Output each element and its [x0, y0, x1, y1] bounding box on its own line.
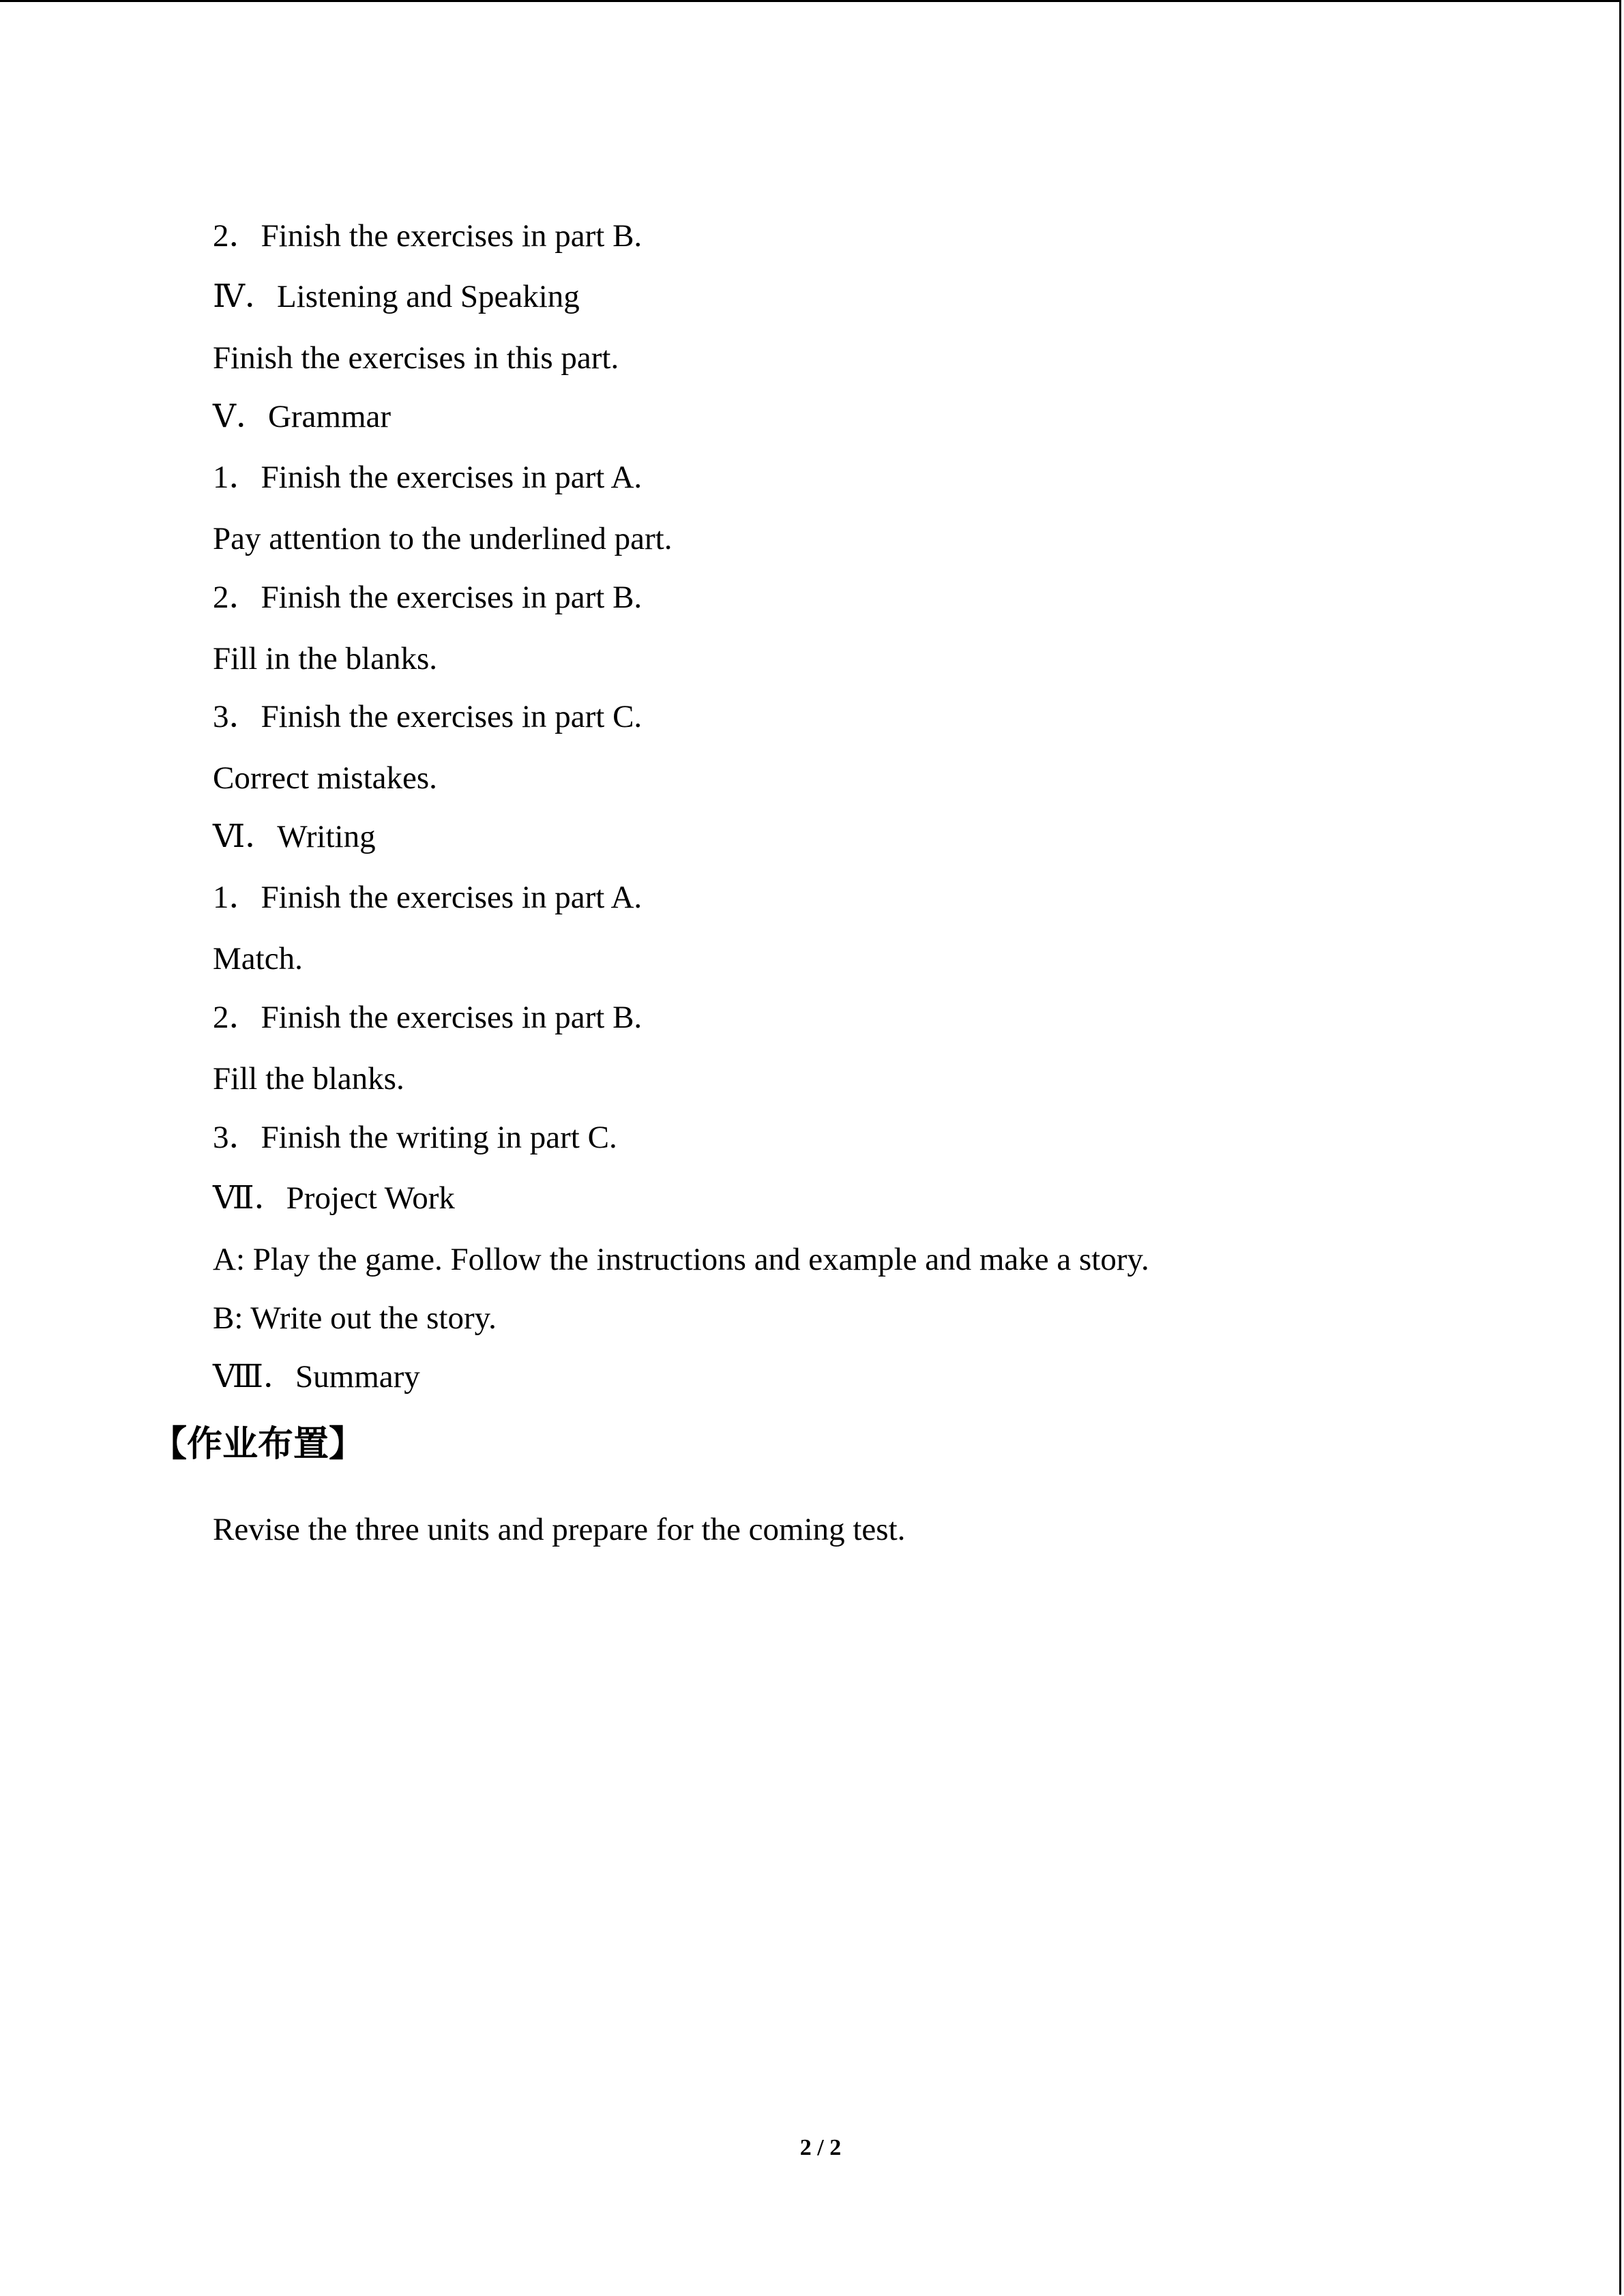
homework-text: Revise the three units and prepare for the coming test. [213, 1512, 906, 1547]
text-line: Fill in the blanks. [213, 641, 437, 676]
section-heading-project-work: Ⅶ．Project Work [213, 1180, 455, 1216]
homework-heading: 【作业布置】 [151, 1424, 365, 1465]
text-line: Fill the blanks. [213, 1061, 404, 1097]
text-line: Pay attention to the underlined part. [213, 521, 673, 556]
text-line: Match. [213, 941, 303, 976]
text-line: 1．Finish the exercises in part A. [213, 460, 643, 495]
text-line: 1．Finish the exercises in part A. [213, 880, 643, 915]
text-line: Finish the exercises in this part. [213, 340, 619, 376]
section-heading-summary: Ⅷ．Summary [213, 1359, 420, 1395]
text-line: 2．Finish the exercises in part B. [213, 1000, 643, 1035]
text-line: 3．Finish the exercises in part C. [213, 699, 643, 734]
page-number: 2 / 2 [799, 2135, 842, 2160]
section-heading-grammar: Ⅴ．Grammar [213, 399, 392, 434]
text-line: Correct mistakes. [213, 760, 437, 796]
text-line: 2．Finish the exercises in part B. [213, 218, 643, 254]
section-heading-listening-speaking: Ⅳ．Listening and Speaking [213, 279, 580, 314]
text-line: 2．Finish the exercises in part B. [213, 580, 643, 615]
section-heading-writing: Ⅵ．Writing [213, 819, 376, 854]
text-line: 3．Finish the writing in part C. [213, 1120, 617, 1155]
text-line: A: Play the game. Follow the instructions and example and make a story. [213, 1242, 1149, 1277]
text-line: B: Write out the story. [213, 1300, 497, 1336]
